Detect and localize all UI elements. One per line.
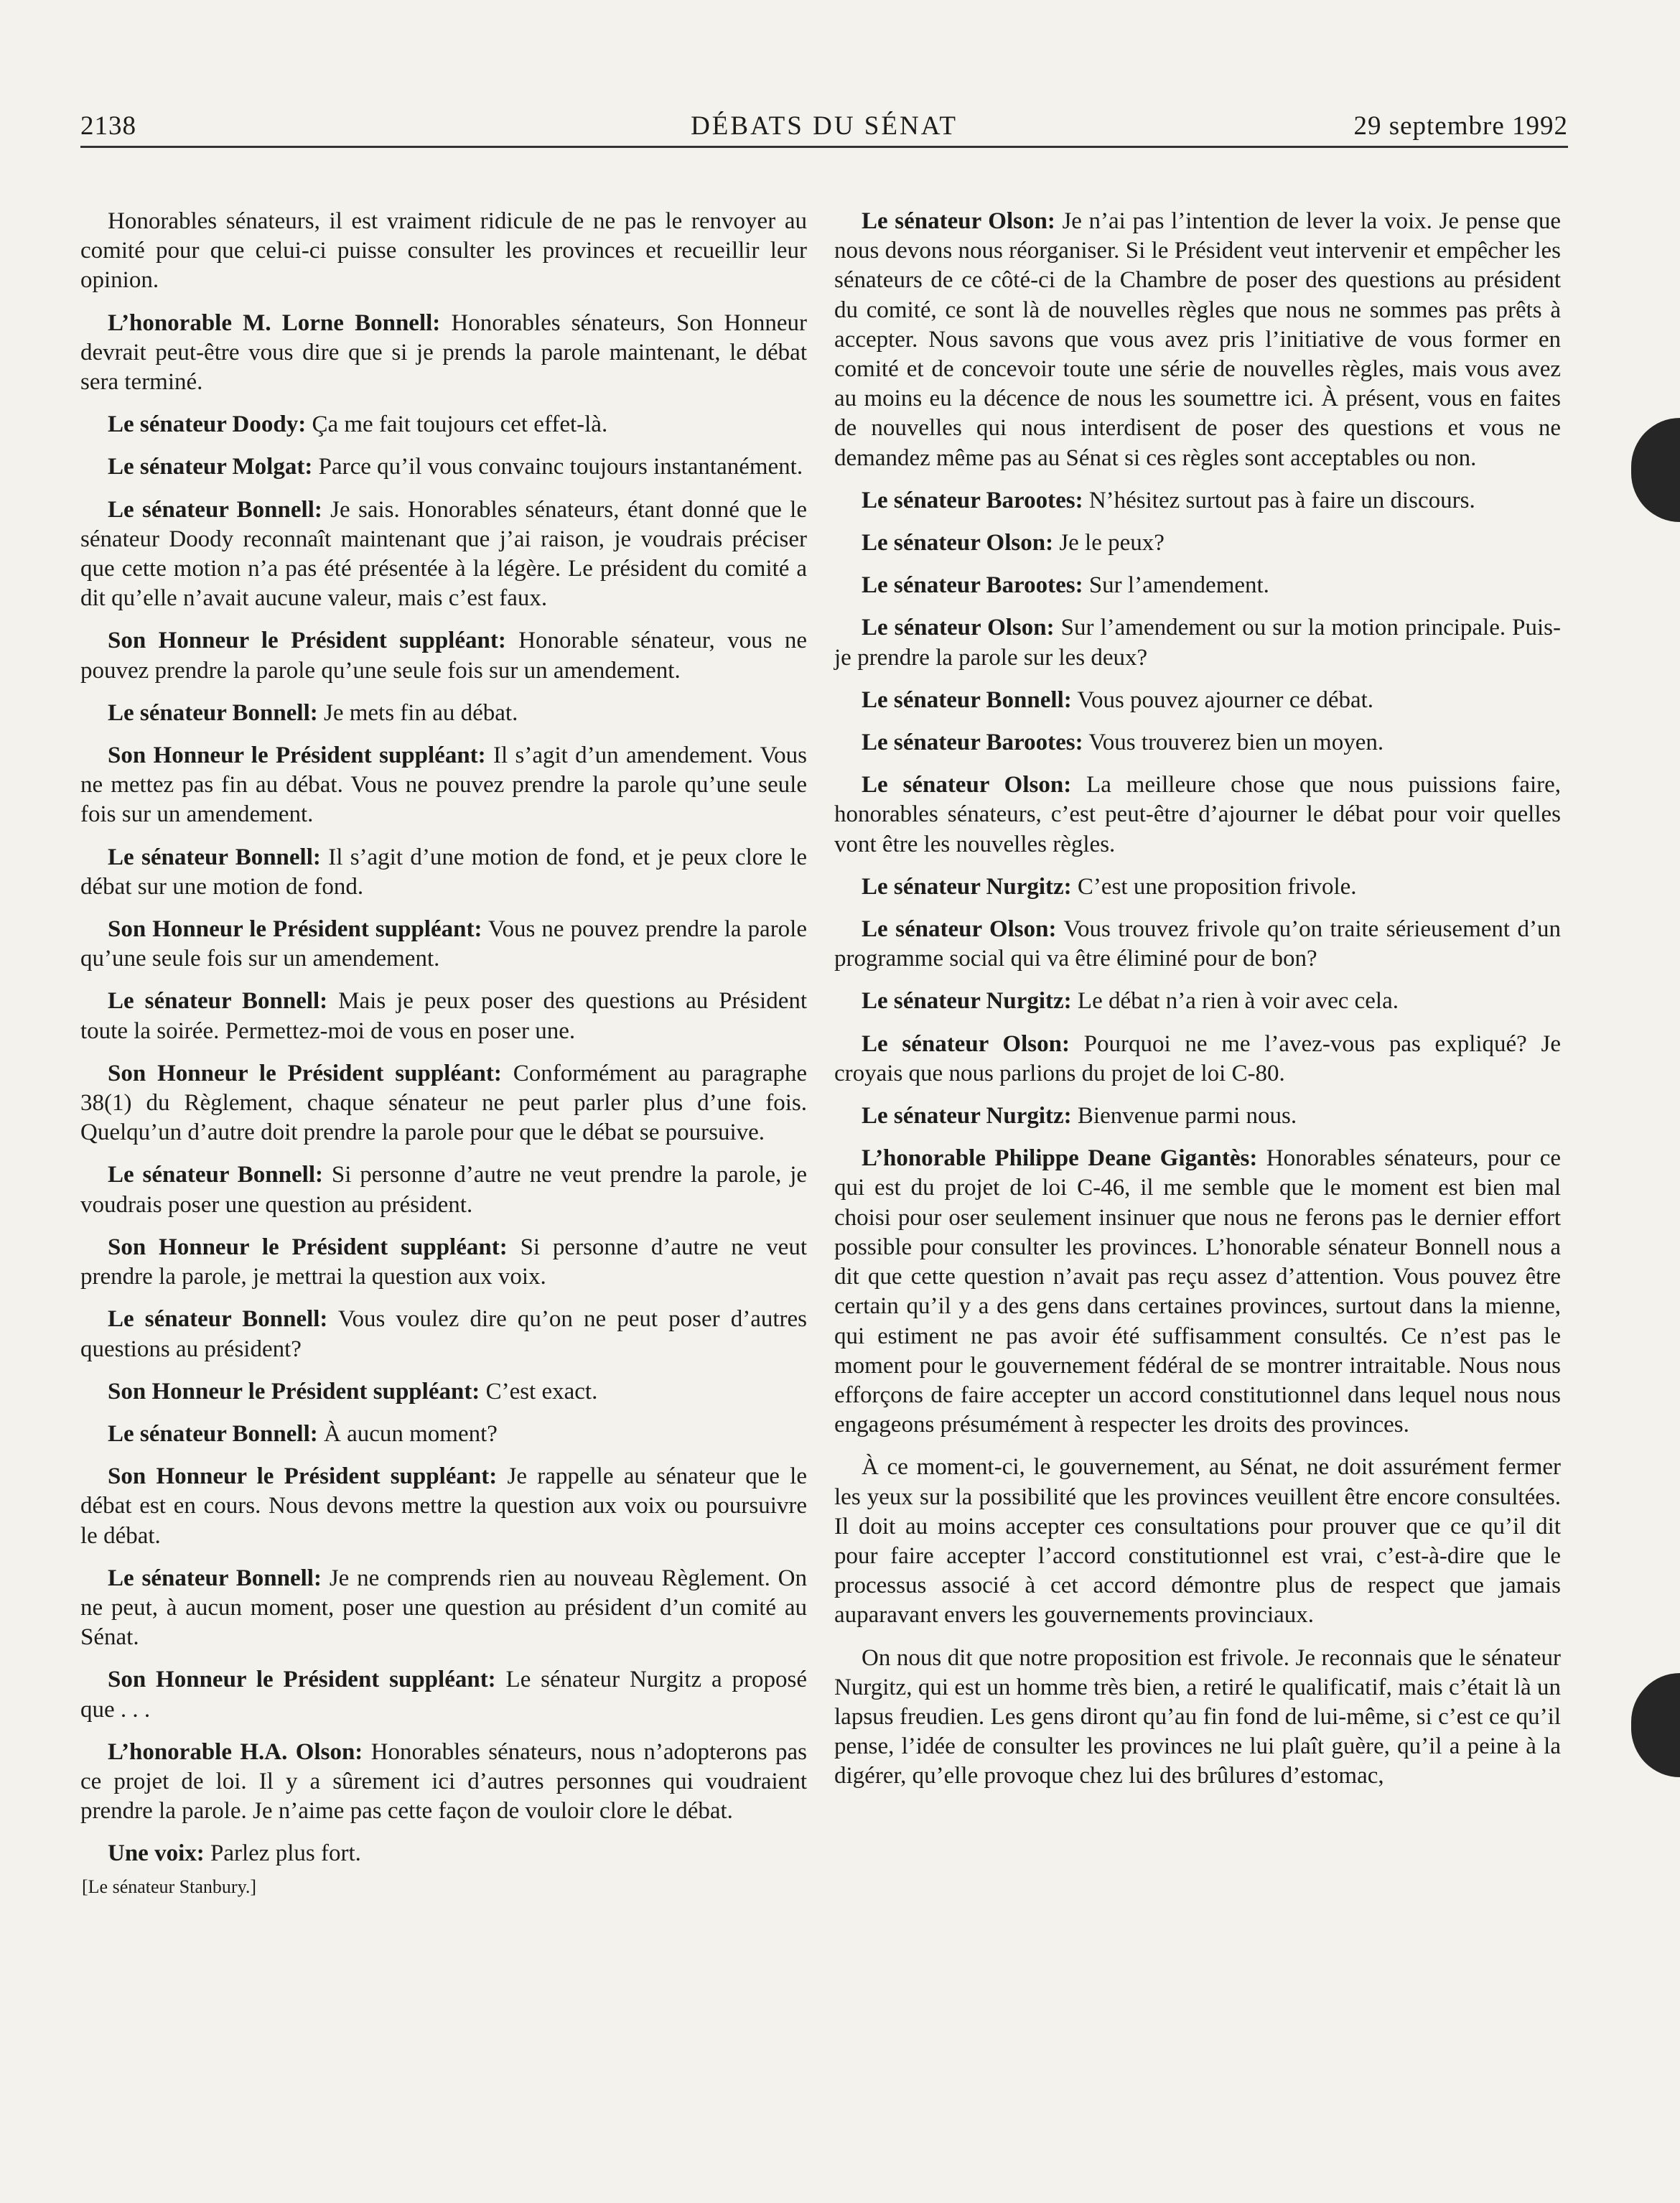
speech-paragraph — [80, 1839, 807, 1868]
speech-text: Vous voulez dire qu’on ne peut poser d’autres questions au président? — [80, 1306, 807, 1362]
speaker-name: Son Honneur le Président suppléant: — [108, 1060, 502, 1086]
speech-text: Vous pouvez ajourner ce débat. — [1077, 686, 1374, 713]
speaker-name: Le sénateur Olson: — [862, 208, 1055, 234]
speaker-name: Son Honneur le Président suppléant: — [108, 742, 486, 769]
speech-paragraph — [80, 1420, 807, 1449]
speech-text: Honorables sénateurs, pour ce qui est du projet de loi C-46, il me semble que le moment est bien mal choisi pour oser seulement insinuer que nous ne ferons pas le dernier effort possible pour consulter les provinces. L’honorable sénateur Bonnell nous a dit que cette question n’avait pas reçu assez d’attention. Vous pouvez être certain qu’il y a des gens dans certaines provinces, surtout dans la mienne, qui estiment ne pas avoir été suffisamment consultés. Ce n’est pas le moment pour le gouvernement fédéral de se montrer intraitable. Nous nous efforçons de faire accepter un accord constitutionnel dans lequel nous nous engageons présumément à respecter les droits des provinces. — [834, 1145, 1561, 1438]
speech-paragraph — [80, 452, 807, 482]
speech-text: Honorables sénateurs, Son Honneur devrait peut-être vous dire que si je prends la parole maintenant, le débat sera terminé. — [80, 309, 807, 396]
speech-text: Vous trouverez bien un moyen. — [1088, 730, 1384, 756]
speaker-name: Le sénateur Barootes: — [862, 487, 1083, 513]
speech-paragraph — [834, 915, 1561, 974]
speech-text: Le débat n’a rien à voir avec cela. — [1077, 988, 1399, 1015]
speech-text: Honorables sénateurs, il est vraiment ridicule de ne pas le renvoyer au comité pour que celui-ci puisse consulter les provinces et recueillir leur opinion. — [80, 208, 807, 294]
speech-paragraph — [80, 1160, 807, 1219]
speaker-name: Le sénateur Olson: — [862, 615, 1055, 641]
speaker-name: Son Honneur le Président suppléant: — [108, 1378, 480, 1405]
speaker-name: Son Honneur le Président suppléant: — [108, 1463, 498, 1490]
publication-title: DÉBATS DU SÉNAT — [691, 111, 958, 141]
speech-text: À ce moment-ci, le gouvernement, au Sénat, ne doit assurément fermer les yeux sur la possibilité que les provinces veuillent être encore consultées. Il doit au moins accepter ces consultations pour prouver que ce qu’il dit pour faire accepter l’accord constitutionnel est vrai, c’est-à-dire que le processus associé à cet accord démontre plus de respect que jamais auparavant envers les gouvernements provinciaux. — [834, 1454, 1561, 1629]
speech-paragraph — [834, 613, 1561, 672]
speech-text: Vous trouvez frivole qu’on traite sérieusement d’un programme social qui va être éliminé pour de bon? — [834, 916, 1562, 972]
speech-paragraph — [834, 207, 1561, 473]
speaker-name: Le sénateur Olson: — [862, 916, 1057, 943]
speech-text: Parlez plus fort. — [210, 1840, 361, 1867]
speech-paragraph — [834, 1030, 1561, 1089]
page-header — [80, 108, 1568, 149]
speech-paragraph — [80, 1233, 807, 1292]
speech-text: Il s’agit d’un amendement. Vous ne mettez pas fin au débat. Vous ne pouvez prendre la parole qu’une seule fois sur un amendement. — [80, 742, 807, 828]
speaker-name: L’honorable H.A. Olson: — [108, 1738, 363, 1765]
speaker-name: L’honorable Philippe Deane Gigantès: — [862, 1145, 1258, 1172]
right-column — [834, 207, 1561, 1804]
speaker-name: Son Honneur le Président suppléant: — [108, 1234, 508, 1260]
speaker-name: Son Honneur le Président suppléant: — [108, 1667, 496, 1693]
speaker-name: Le sénateur Barootes: — [862, 572, 1083, 599]
speech-text: Si personne d’autre ne veut prendre la parole, je voudrais poser une question au président. — [80, 1162, 808, 1218]
speech-paragraph — [834, 872, 1561, 902]
speech-paragraph — [80, 495, 807, 614]
speech-paragraph — [80, 1377, 807, 1407]
speech-text: Si personne d’autre ne veut prendre la parole, je mettrai la question aux voix. — [80, 1234, 808, 1290]
speech-paragraph — [80, 309, 807, 398]
speaker-name: Le sénateur Olson: — [862, 772, 1072, 798]
speech-text: Je ne comprends rien au nouveau Règlement. On ne peut, à aucun moment, poser une question au président d’un comité au Sénat. — [80, 1565, 808, 1651]
speaker-name: Une voix: — [108, 1840, 205, 1867]
speech-text: Sur l’amendement. — [1088, 572, 1269, 599]
speech-text: Je rappelle au sénateur que le débat est en cours. Nous devons mettre la question aux voix ou poursuivre le débat. — [80, 1463, 807, 1549]
speech-text: La meilleure chose que nous puissions faire, honorables sénateurs, c’est peut-être d’ajourner le débat pour voir quelles vont être les nouvelles règles. — [834, 772, 1562, 857]
speech-paragraph — [80, 1462, 807, 1551]
speech-paragraph — [834, 1644, 1561, 1792]
speaker-name: Le sénateur Bonnell: — [862, 686, 1072, 713]
speech-text: Pourquoi ne me l’avez-vous pas expliqué? Je croyais que nous parlions du projet de loi C-80. — [834, 1030, 1562, 1086]
speech-text: À aucun moment? — [323, 1420, 498, 1447]
speech-text: Mais je peux poser des questions au Président toute la soirée. Permettez-moi de vous en poser une. — [80, 988, 808, 1044]
speaker-name: Le sénateur Olson: — [862, 530, 1054, 556]
speech-paragraph — [834, 987, 1561, 1016]
speech-paragraph — [80, 1738, 807, 1827]
speech-paragraph — [834, 1102, 1561, 1131]
speech-text: Honorable sénateur, vous ne pouvez prendre la parole qu’une seule fois sur un amendement. — [80, 628, 807, 684]
page-tab-marker-bottom — [1631, 1673, 1680, 1777]
left-column — [80, 207, 807, 1899]
speech-text: Parce qu’il vous convainc toujours instantanément. — [318, 454, 803, 480]
speech-text: On nous dit que notre proposition est frivole. Je reconnais que le sénateur Nurgitz, qui est un homme très bien, a retiré le qualificatif, mais c’était là un lapsus freudien. Les gens diront qu’au fin fond de lui-même, si c’est ce qu’il pense, l’idée de consulter les provinces ne lui plaît guère, qu’il a peine à la digérer, qu’elle provoque chez lui des brûlures d’estomac, — [834, 1644, 1561, 1789]
speech-text: Bienvenue parmi nous. — [1077, 1103, 1297, 1130]
speech-paragraph — [80, 1665, 807, 1724]
speaker-name: Le sénateur Molgat: — [108, 454, 313, 480]
speech-paragraph — [80, 1059, 807, 1148]
speaker-name: Le sénateur Bonnell: — [108, 988, 328, 1015]
speech-paragraph — [80, 915, 807, 974]
speech-text: Le sénateur Nurgitz a proposé que . . . — [80, 1667, 807, 1723]
speech-text: Il s’agit d’une motion de fond, et je peux clore le débat sur une motion de fond. — [80, 844, 808, 900]
speech-paragraph — [80, 699, 807, 728]
speech-text: Je le peux? — [1059, 530, 1165, 556]
page-number: 2138 — [80, 111, 136, 141]
speaker-name: Le sénateur Bonnell: — [108, 1306, 328, 1333]
speech-text: Sur l’amendement ou sur la motion principale. Puis-je prendre la parole sur les deux? — [834, 615, 1561, 671]
speech-paragraph — [80, 626, 807, 685]
speech-paragraph — [834, 770, 1561, 860]
speaker-name: Le sénateur Bonnell: — [108, 496, 322, 523]
speech-text: C’est une proposition frivole. — [1077, 873, 1357, 900]
header-rule — [80, 146, 1568, 148]
speech-paragraph — [80, 741, 807, 830]
page-tab-marker-top — [1631, 418, 1680, 522]
speaker-name: Le sénateur Nurgitz: — [862, 988, 1072, 1015]
speaker-name: Le sénateur Bonnell: — [108, 1420, 318, 1447]
speech-paragraph — [834, 486, 1561, 516]
speaker-name: Son Honneur le Président suppléant: — [108, 916, 482, 943]
speaker-name: L’honorable M. Lorne Bonnell: — [108, 309, 441, 336]
speech-text: Je sais. Honorables sénateurs, étant donné que le sénateur Doody reconnaît maintenant que j’ai raison, je voudrais préciser que cette motion n’a pas été présentée à la légère. Le président du comité a dit qu’elle n’avait aucune valeur, mais c’est faux. — [80, 496, 807, 612]
speech-text: Je mets fin au débat. — [323, 699, 518, 726]
speaker-name: Le sénateur Barootes: — [862, 730, 1083, 756]
speech-paragraph — [834, 728, 1561, 758]
speech-text: Vous ne pouvez prendre la parole qu’une seule fois sur un amendement. — [80, 916, 807, 972]
speech-paragraph — [834, 571, 1561, 600]
speaker-name: Le sénateur Bonnell: — [108, 1162, 323, 1188]
speech-text: C’est exact. — [485, 1378, 598, 1405]
speech-text: Conformément au paragraphe 38(1) du Règlement, chaque sénateur ne peut parler plus d’une fois. Quelqu’un d’autre doit prendre la parole pour que le débat se poursuive. — [80, 1060, 807, 1146]
speaker-name: Son Honneur le Président suppléant: — [108, 628, 506, 654]
speech-paragraph — [834, 528, 1561, 558]
speaker-name: Le sénateur Bonnell: — [108, 844, 321, 870]
speech-paragraph — [80, 1564, 807, 1653]
speaker-name: Le sénateur Olson: — [862, 1030, 1070, 1057]
speech-text: Honorables sénateurs, nous n’adopterons pas ce projet de loi. Il y a sûrement ici d’autres personnes qui voudraient prendre la parole. Je n’aime pas cette façon de vouloir clore le débat. — [80, 1738, 808, 1825]
speech-text: N’hésitez surtout pas à faire un discours. — [1088, 487, 1475, 513]
speaker-name: Le sénateur Nurgitz: — [862, 1103, 1072, 1130]
page-date: 29 septembre 1992 — [1353, 111, 1568, 141]
speaker-name: Le sénateur Nurgitz: — [862, 873, 1072, 900]
speech-text: Ça me fait toujours cet effet-là. — [312, 411, 608, 438]
speech-text: Je n’ai pas l’intention de lever la voix. Je pense que nous devons nous réorganiser. Si le Président veut intervenir et empêcher les sénateurs de ce côté-ci de la Chambre de poser des questions au président du comité, ce sont là de nouvelles règles que nous ne sommes pas prêts à accepter. Nous savons que vous avez pris l’initiative de vous former en comité et de concevoir toute une série de nouvelles règles, mais vous avez au moins eu la décence de nous les soumettre ici. À présent, vous en faites de nouvelles qui nous interdisent de poser des questions et vous ne demandez même pas au Sénat si ces règles sont acceptables ou non. — [834, 208, 1562, 471]
speech-paragraph — [80, 1305, 807, 1364]
speech-paragraph — [80, 843, 807, 902]
speech-paragraph — [834, 686, 1561, 715]
speech-paragraph — [834, 1453, 1561, 1630]
speaker-name: Le sénateur Bonnell: — [108, 699, 318, 726]
speaker-name: Le sénateur Bonnell: — [108, 1565, 322, 1591]
speech-paragraph — [834, 1144, 1561, 1440]
speech-paragraph — [80, 207, 807, 296]
speech-paragraph — [80, 410, 807, 439]
speaker-name: Le sénateur Doody: — [108, 411, 307, 438]
speaker-note: [Le sénateur Stanbury.] — [82, 1876, 257, 1897]
speech-paragraph — [80, 987, 807, 1045]
